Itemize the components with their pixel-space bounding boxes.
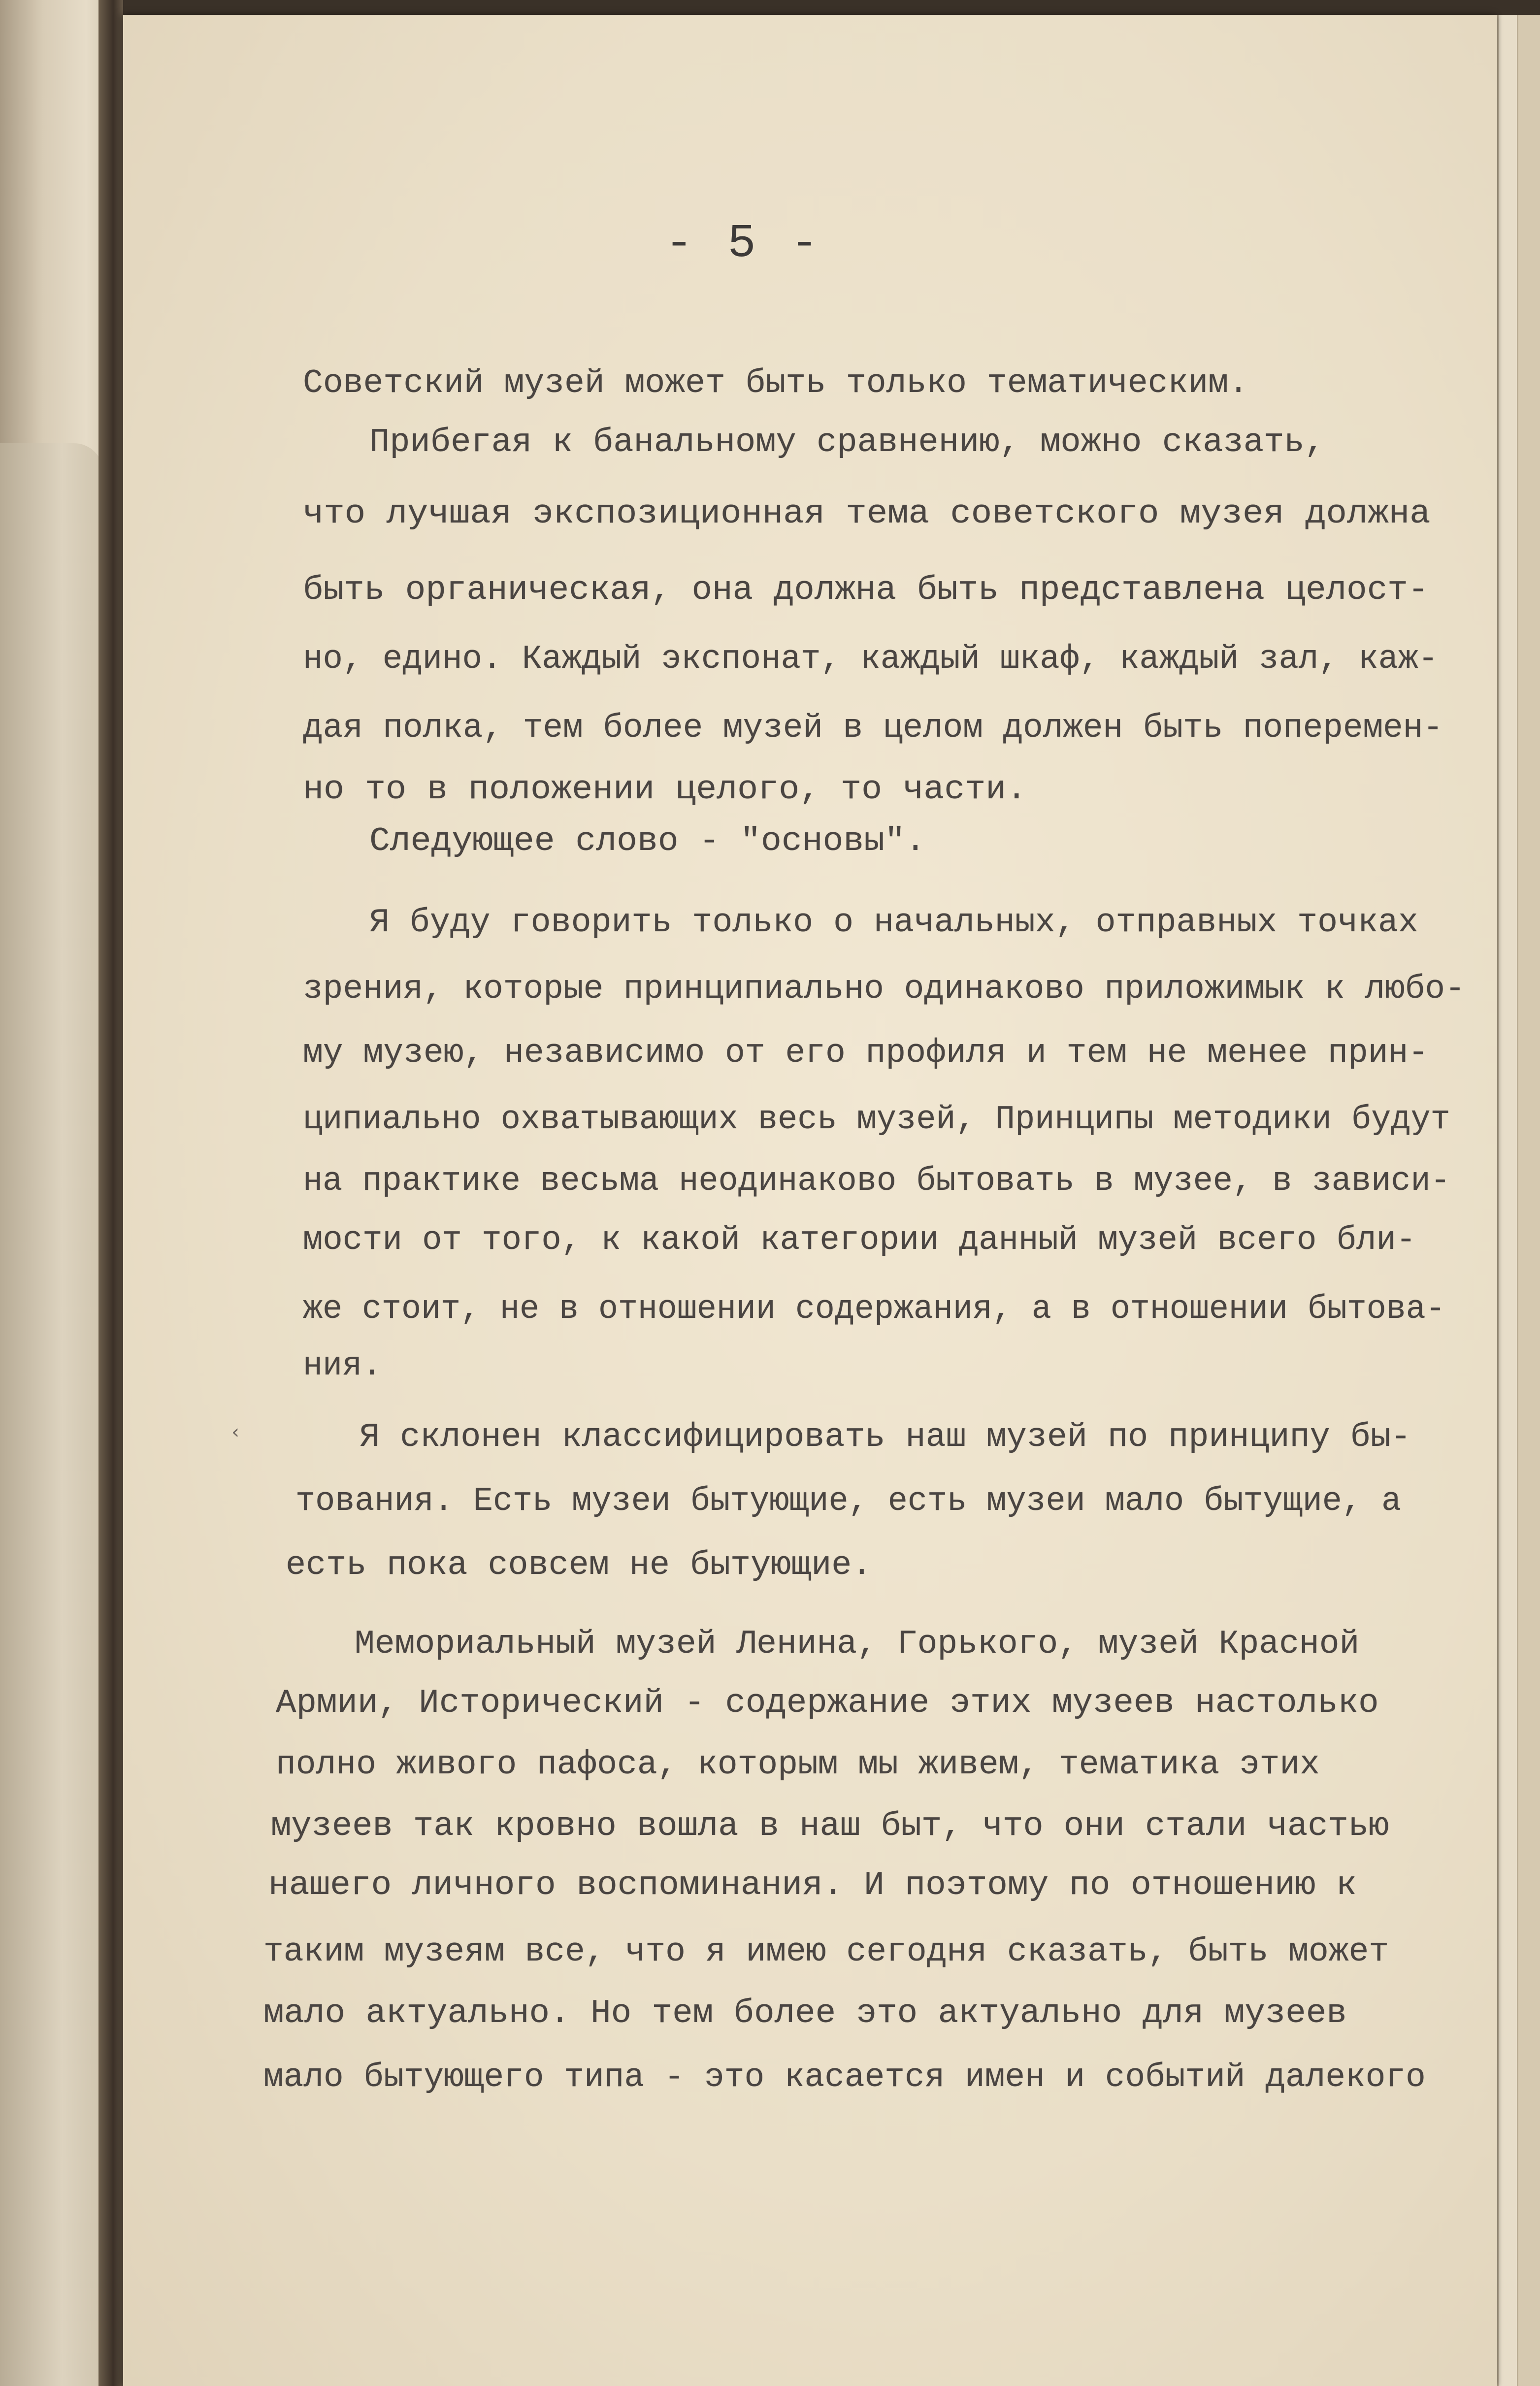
text-line: Прибегая к банальному сравнению, можно сказать, — [369, 424, 1325, 461]
text-line: же стоит, не в отношении содержания, а в отношении бытова- — [303, 1290, 1445, 1328]
text-line: Я склонен классифицировать наш музей по принципу бы- — [360, 1418, 1411, 1456]
text-line: ципиально охватывающих весь музей, Принципы методики будут — [303, 1101, 1450, 1139]
text-line: но то в положении целого, то части. — [303, 771, 1027, 809]
text-line: мало актуально. Но тем более это актуально для музеев — [263, 1994, 1347, 2032]
page-edge — [1517, 0, 1540, 2386]
page-number: - 5 - — [665, 217, 822, 270]
text-line: музеев так кровно вошла в наш быт, что они стали частью — [271, 1807, 1389, 1845]
text-line: дая полка, тем более музей в целом должен быть поперемен- — [303, 709, 1443, 747]
text-line: Следующее слово - "основы". — [369, 822, 926, 860]
previous-page-curl — [0, 443, 103, 2386]
text-line: таким музеям все, что я имею сегодня сказать, быть может — [263, 1933, 1389, 1971]
text-line: му музею, независимо от его профиля и тем не менее прин- — [303, 1034, 1429, 1072]
text-line: быть органическая, она должна быть представлена целост- — [303, 571, 1429, 609]
text-line: тования. Есть музеи бытующие, есть музеи мало бытущие, а — [295, 1482, 1402, 1520]
top-background — [123, 0, 1540, 15]
text-line: есть пока совсем не бытующие. — [286, 1546, 872, 1584]
text-line: полно живого пафоса, которым мы живем, тематика этих — [276, 1746, 1320, 1784]
text-line: мости от того, к какой категории данный музей всего бли- — [303, 1221, 1416, 1259]
text-line: Я буду говорить только о начальных, отправных точках — [369, 904, 1418, 942]
text-line: на практике весьма неодинаково бытовать в музее, в зависи- — [303, 1162, 1450, 1200]
text-line: мало бытующего типа - это касается имен и событий далекого — [263, 2059, 1426, 2096]
text-line: но, едино. Каждый экспонат, каждый шкаф, каждый зал, каж- — [303, 640, 1438, 678]
text-line: зрения, которые принципиально одинаково приложимык к любо- — [303, 970, 1465, 1008]
text-line: Мемориальный музей Ленина, Горького, музей Красной — [355, 1625, 1360, 1663]
text-line: нашего личного воспоминания. И поэтому по отношению к — [268, 1866, 1357, 1904]
margin-tick-icon: ‹ — [231, 1421, 239, 1443]
text-line: что лучшая экспозиционная тема советского музея должна — [303, 495, 1431, 533]
text-line: Советский музей может быть только тематическим. — [303, 364, 1248, 402]
text-line: ния. — [303, 1347, 382, 1385]
text-line: Армии, Исторический - содержание этих музеев настолько — [276, 1684, 1379, 1722]
